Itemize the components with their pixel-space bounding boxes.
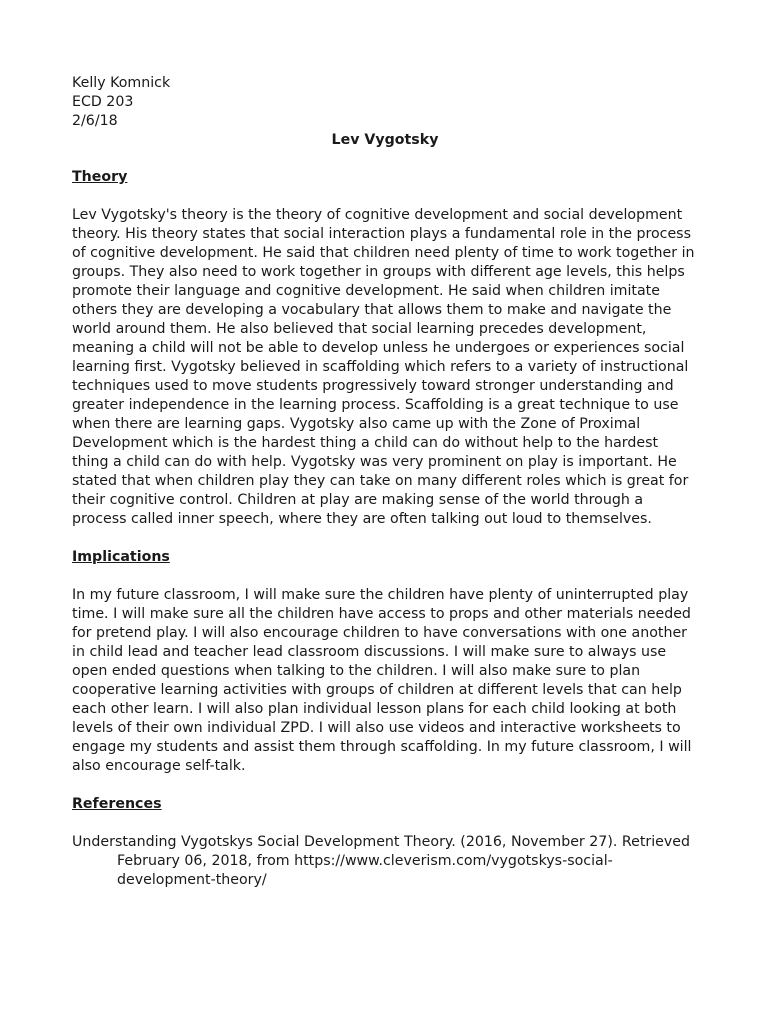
document-content	[72, 74, 698, 890]
document-date: 2/6/18	[72, 113, 118, 129]
references-heading: References	[72, 796, 162, 812]
theory-heading: Theory	[72, 169, 128, 185]
document-title: Lev Vygotsky	[331, 132, 439, 148]
implications-paragraph: In my future classroom, I will make sure the children have plenty of uninterrupted play time. I will make sure all the children have access to props and other materials needed for pretend play. I will also encourage children to have conversations with one another in child lead and teacher lead classroom discussions. I will make sure to always use open ended questions when talking to the children. I will also make sure to plan cooperative learning activities with groups of children at different levels that can help each other learn. I will also plan individual lesson plans for each child looking at both levels of their own individual ZPD. I will also use videos and interactive worksheets to engage my students and assist them through scaffolding. In my future classroom, I will also encourage self-talk.	[72, 587, 692, 774]
course-code: ECD 203	[72, 94, 134, 110]
author-name: Kelly Komnick	[72, 75, 171, 91]
theory-paragraph: Lev Vygotsky's theory is the theory of cognitive development and social development theory. His theory states that social interaction plays a fundamental role in the process of cognitive development. He said that children need plenty of time to work together in groups. They also need to work together in groups with different age levels, this helps promote their language and cognitive development. He said when children imitate others they are developing a vocabulary that allows them to make and navigate the world around them. He also believed that social learning precedes development, meaning a child will not be able to develop unless he undergoes or experiences social learning first. Vygotsky believed in scaffolding which refers to a variety of instructional techniques used to move students progressively toward stronger understanding and greater independence in the learning process. Scaffolding is a great technique to use when there are learning gaps. Vygotsky also came up with the Zone of Proximal Development which is the hardest thing a child can do without help to the hardest thing a child can do with help. Vygotsky was very prominent on play is important. He stated that when children play they can take on many different roles which is great for their cognitive control. Children at play are making sense of the world through a process called inner speech, where they are often talking out loud to themselves.	[72, 207, 695, 527]
implications-heading: Implications	[72, 549, 170, 565]
reference-entry: Understanding Vygotskys Social Development Theory. (2016, November 27). Retrieved February 06, 2018, from https://www.cleverism.com/vygotskys-social-development-theory/	[72, 834, 691, 888]
